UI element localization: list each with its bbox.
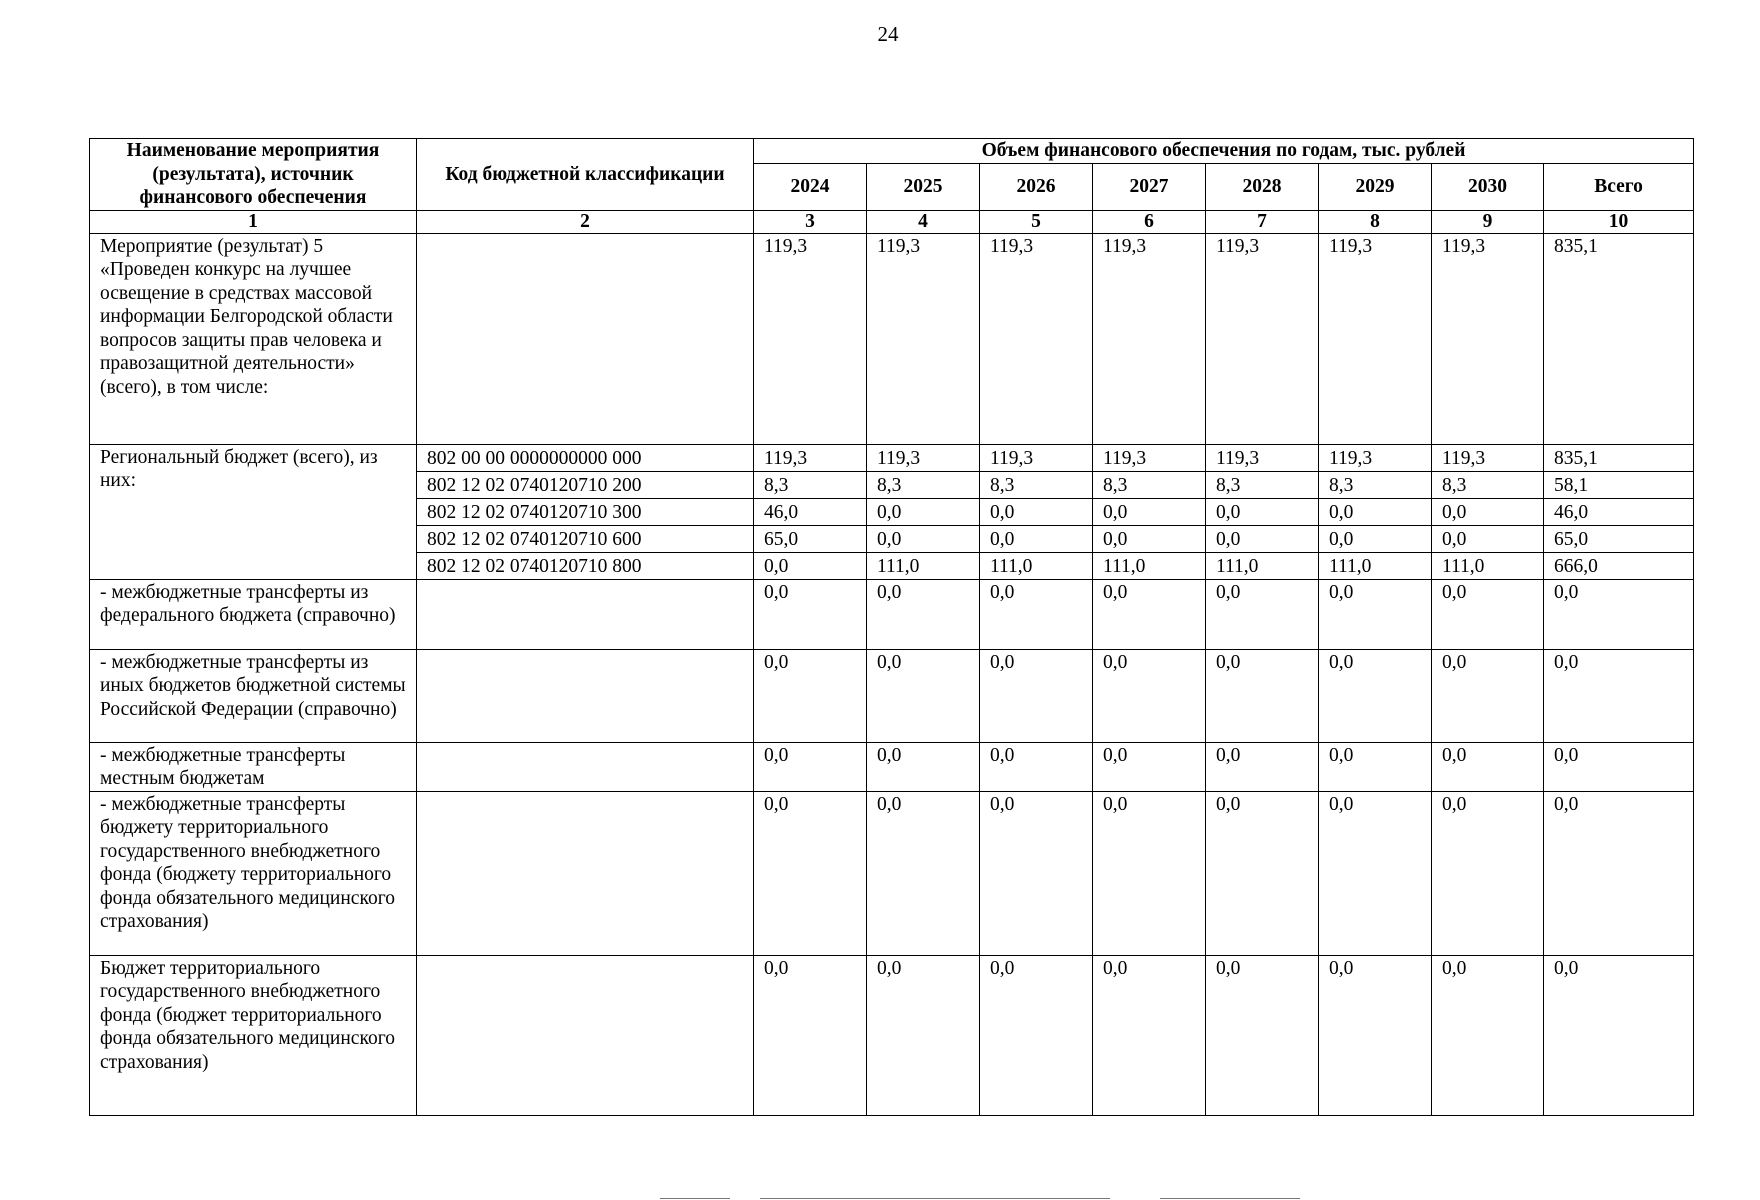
value-cell: 119,3 <box>1319 444 1432 471</box>
value-cell: 0,0 <box>754 955 867 1115</box>
value-cell: 0,0 <box>867 955 980 1115</box>
transfer-row <box>90 579 1694 649</box>
value-cell: 65,0 <box>754 525 867 552</box>
value-cell: 0,0 <box>980 955 1093 1115</box>
value-cell: 111,0 <box>1093 552 1206 579</box>
value-cell: 0,0 <box>1093 649 1206 742</box>
value-cell: 8,3 <box>1093 471 1206 498</box>
value-cell: 0,0 <box>1432 498 1544 525</box>
fund-budget-name: Бюджет территориального государственного внебюджетного фонда (бюджет территориального фонда обязательного медицинского страхования) <box>90 955 417 1115</box>
header-year: 2026 <box>980 163 1093 210</box>
value-cell: 0,0 <box>867 649 980 742</box>
budget-code: 802 00 00 0000000000 000 <box>417 444 754 471</box>
value-cell: 0,0 <box>980 579 1093 649</box>
header-col-group: Объем финансового обеспечения по годам, тыс. рублей <box>754 139 1694 164</box>
event-code <box>417 233 754 444</box>
column-number: 4 <box>867 210 980 233</box>
value-cell: 0,0 <box>754 552 867 579</box>
transfer-code <box>417 579 754 649</box>
value-cell: 0,0 <box>754 579 867 649</box>
value-cell: 0,0 <box>1319 579 1432 649</box>
transfer-code <box>417 742 754 791</box>
header-col-code: Код бюджетной классификации <box>417 139 754 211</box>
value-cell: 0,0 <box>1206 955 1319 1115</box>
value-cell: 0,0 <box>980 525 1093 552</box>
value-cell: 0,0 <box>754 649 867 742</box>
value-cell: 0,0 <box>1093 525 1206 552</box>
total-cell: 46,0 <box>1544 498 1694 525</box>
value-cell: 119,3 <box>1432 233 1544 444</box>
column-number: 3 <box>754 210 867 233</box>
value-cell: 8,3 <box>867 471 980 498</box>
total-cell: 835,1 <box>1544 233 1694 444</box>
value-cell: 8,3 <box>980 471 1093 498</box>
value-cell: 8,3 <box>754 471 867 498</box>
value-cell: 0,0 <box>1319 649 1432 742</box>
budget-code: 802 12 02 0740120710 800 <box>417 552 754 579</box>
event-name: Мероприятие (результат) 5 «Проведен конкурс на лучшее освещение в средствах массовой информации Белгородской области вопросов защиты прав человека и правозащитной деятельности» (всего), в том числе: <box>90 233 417 444</box>
column-number: 9 <box>1432 210 1544 233</box>
value-cell: 0,0 <box>1093 791 1206 955</box>
value-cell: 111,0 <box>867 552 980 579</box>
value-cell: 0,0 <box>867 742 980 791</box>
value-cell: 0,0 <box>980 649 1093 742</box>
value-cell: 0,0 <box>980 742 1093 791</box>
header-col-name: Наименование мероприятия (результата), источник финансового обеспечения <box>90 139 417 211</box>
event-row <box>90 233 1694 444</box>
footer-rule-segment <box>760 1198 1110 1199</box>
value-cell: 8,3 <box>1206 471 1319 498</box>
total-cell: 666,0 <box>1544 552 1694 579</box>
value-cell: 0,0 <box>754 791 867 955</box>
value-cell: 0,0 <box>867 791 980 955</box>
value-cell: 119,3 <box>754 233 867 444</box>
value-cell: 0,0 <box>1432 955 1544 1115</box>
value-cell: 8,3 <box>1432 471 1544 498</box>
header-year: 2030 <box>1432 163 1544 210</box>
footer-rule-segment <box>1160 1198 1300 1199</box>
transfer-name: - межбюджетные трансферты из иных бюджетов бюджетной системы Российской Федерации (справочно) <box>90 649 417 742</box>
value-cell: 119,3 <box>1319 233 1432 444</box>
total-cell: 65,0 <box>1544 525 1694 552</box>
page-number: 24 <box>877 22 899 46</box>
value-cell: 119,3 <box>1206 444 1319 471</box>
value-cell: 0,0 <box>1206 579 1319 649</box>
value-cell: 119,3 <box>1093 444 1206 471</box>
transfer-name: - межбюджетные трансферты из федерального бюджета (справочно) <box>90 579 417 649</box>
regional-name: Региональный бюджет (всего), из них: <box>90 444 417 579</box>
header-year: 2024 <box>754 163 867 210</box>
value-cell: 8,3 <box>1319 471 1432 498</box>
value-cell: 0,0 <box>1319 791 1432 955</box>
total-cell: 835,1 <box>1544 444 1694 471</box>
transfer-row <box>90 649 1694 742</box>
value-cell: 0,0 <box>1093 742 1206 791</box>
value-cell: 119,3 <box>754 444 867 471</box>
column-number: 8 <box>1319 210 1432 233</box>
value-cell: 0,0 <box>1206 525 1319 552</box>
column-number: 1 <box>90 210 417 233</box>
regional-row <box>90 444 1694 471</box>
value-cell: 111,0 <box>1432 552 1544 579</box>
value-cell: 111,0 <box>1206 552 1319 579</box>
value-cell: 0,0 <box>754 742 867 791</box>
column-number: 6 <box>1093 210 1206 233</box>
value-cell: 111,0 <box>1319 552 1432 579</box>
header-year: 2028 <box>1206 163 1319 210</box>
transfer-code <box>417 791 754 955</box>
value-cell: 119,3 <box>1206 233 1319 444</box>
transfer-code <box>417 649 754 742</box>
column-number: 10 <box>1544 210 1694 233</box>
value-cell: 119,3 <box>1432 444 1544 471</box>
column-number: 5 <box>980 210 1093 233</box>
budget-code: 802 12 02 0740120710 600 <box>417 525 754 552</box>
value-cell: 0,0 <box>1093 955 1206 1115</box>
header-year: 2025 <box>867 163 980 210</box>
fund-budget-row <box>90 955 1694 1115</box>
value-cell: 0,0 <box>1319 742 1432 791</box>
value-cell: 119,3 <box>867 233 980 444</box>
footer-rule-segment <box>660 1198 730 1199</box>
value-cell: 111,0 <box>980 552 1093 579</box>
value-cell: 46,0 <box>754 498 867 525</box>
financing-table <box>89 138 1694 1116</box>
value-cell: 119,3 <box>1093 233 1206 444</box>
transfer-name: - межбюджетные трансферты местным бюджетам <box>90 742 417 791</box>
value-cell: 0,0 <box>1093 498 1206 525</box>
total-cell: 0,0 <box>1544 579 1694 649</box>
value-cell: 0,0 <box>1432 649 1544 742</box>
value-cell: 0,0 <box>1432 791 1544 955</box>
total-cell: 0,0 <box>1544 742 1694 791</box>
header-year: 2027 <box>1093 163 1206 210</box>
total-cell: 0,0 <box>1544 649 1694 742</box>
value-cell: 0,0 <box>980 498 1093 525</box>
value-cell: 0,0 <box>1206 791 1319 955</box>
value-cell: 0,0 <box>1206 742 1319 791</box>
value-cell: 0,0 <box>980 791 1093 955</box>
value-cell: 0,0 <box>867 579 980 649</box>
value-cell: 0,0 <box>1093 579 1206 649</box>
transfer-row <box>90 742 1694 791</box>
transfer-name: - межбюджетные трансферты бюджету территориального государственного внебюджетного фонда (бюджету территориального фонда обязательного медицинского страхования) <box>90 791 417 955</box>
value-cell: 0,0 <box>1206 649 1319 742</box>
value-cell: 0,0 <box>1319 498 1432 525</box>
total-cell: 0,0 <box>1544 955 1694 1115</box>
fund-budget-code <box>417 955 754 1115</box>
value-cell: 119,3 <box>980 444 1093 471</box>
value-cell: 119,3 <box>980 233 1093 444</box>
budget-code: 802 12 02 0740120710 200 <box>417 471 754 498</box>
value-cell: 0,0 <box>867 525 980 552</box>
value-cell: 0,0 <box>1206 498 1319 525</box>
transfer-row <box>90 791 1694 955</box>
value-cell: 0,0 <box>1432 742 1544 791</box>
total-cell: 0,0 <box>1544 791 1694 955</box>
value-cell: 0,0 <box>1319 955 1432 1115</box>
value-cell: 119,3 <box>867 444 980 471</box>
column-number: 7 <box>1206 210 1319 233</box>
budget-code: 802 12 02 0740120710 300 <box>417 498 754 525</box>
value-cell: 0,0 <box>1319 525 1432 552</box>
total-cell: 58,1 <box>1544 471 1694 498</box>
header-year: 2029 <box>1319 163 1432 210</box>
header-total: Всего <box>1544 163 1694 210</box>
column-number: 2 <box>417 210 754 233</box>
value-cell: 0,0 <box>867 498 980 525</box>
column-number-row <box>90 210 1694 233</box>
value-cell: 0,0 <box>1432 579 1544 649</box>
value-cell: 0,0 <box>1432 525 1544 552</box>
